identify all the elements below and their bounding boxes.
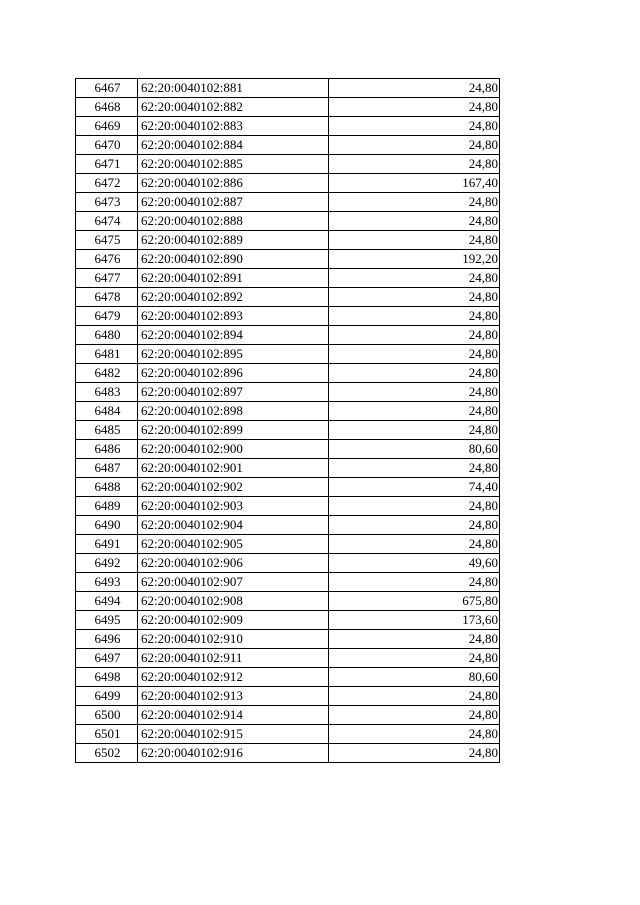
cadastral-number-cell: 62:20:0040102:892 <box>138 288 329 307</box>
row-number-cell: 6488 <box>76 478 138 497</box>
area-value-cell: 24,80 <box>329 307 500 326</box>
table-body <box>76 79 500 763</box>
row-number-cell: 6481 <box>76 345 138 364</box>
table-row <box>76 193 500 212</box>
area-value-cell: 80,60 <box>329 440 500 459</box>
area-value-cell: 24,80 <box>329 364 500 383</box>
cadastral-number-cell: 62:20:0040102:898 <box>138 402 329 421</box>
row-number-cell: 6477 <box>76 269 138 288</box>
area-value-cell: 24,80 <box>329 383 500 402</box>
cadastral-number-cell: 62:20:0040102:914 <box>138 706 329 725</box>
area-value-cell: 24,80 <box>329 269 500 288</box>
row-number-cell: 6493 <box>76 573 138 592</box>
table-row <box>76 592 500 611</box>
table-row <box>76 440 500 459</box>
table-row <box>76 573 500 592</box>
area-value-cell: 24,80 <box>329 326 500 345</box>
row-number-cell: 6501 <box>76 725 138 744</box>
cadastral-table <box>75 78 500 763</box>
table-row <box>76 364 500 383</box>
row-number-cell: 6467 <box>76 79 138 98</box>
row-number-cell: 6497 <box>76 649 138 668</box>
table-row <box>76 117 500 136</box>
cadastral-number-cell: 62:20:0040102:909 <box>138 611 329 630</box>
table-row <box>76 212 500 231</box>
area-value-cell: 24,80 <box>329 459 500 478</box>
cadastral-number-cell: 62:20:0040102:887 <box>138 193 329 212</box>
row-number-cell: 6494 <box>76 592 138 611</box>
area-value-cell: 24,80 <box>329 630 500 649</box>
area-value-cell: 24,80 <box>329 535 500 554</box>
cadastral-number-cell: 62:20:0040102:895 <box>138 345 329 364</box>
cadastral-number-cell: 62:20:0040102:910 <box>138 630 329 649</box>
row-number-cell: 6490 <box>76 516 138 535</box>
table-row <box>76 497 500 516</box>
row-number-cell: 6492 <box>76 554 138 573</box>
cadastral-number-cell: 62:20:0040102:890 <box>138 250 329 269</box>
area-value-cell: 49,60 <box>329 554 500 573</box>
row-number-cell: 6496 <box>76 630 138 649</box>
area-value-cell: 24,80 <box>329 421 500 440</box>
cadastral-number-cell: 62:20:0040102:904 <box>138 516 329 535</box>
area-value-cell: 192,20 <box>329 250 500 269</box>
row-number-cell: 6484 <box>76 402 138 421</box>
area-value-cell: 24,80 <box>329 744 500 763</box>
table-row <box>76 668 500 687</box>
cadastral-number-cell: 62:20:0040102:906 <box>138 554 329 573</box>
cadastral-number-cell: 62:20:0040102:883 <box>138 117 329 136</box>
area-value-cell: 24,80 <box>329 98 500 117</box>
row-number-cell: 6486 <box>76 440 138 459</box>
cadastral-number-cell: 62:20:0040102:912 <box>138 668 329 687</box>
cadastral-number-cell: 62:20:0040102:908 <box>138 592 329 611</box>
cadastral-number-cell: 62:20:0040102:881 <box>138 79 329 98</box>
area-value-cell: 24,80 <box>329 155 500 174</box>
cadastral-number-cell: 62:20:0040102:905 <box>138 535 329 554</box>
row-number-cell: 6498 <box>76 668 138 687</box>
area-value-cell: 24,80 <box>329 725 500 744</box>
row-number-cell: 6489 <box>76 497 138 516</box>
row-number-cell: 6487 <box>76 459 138 478</box>
table-row <box>76 383 500 402</box>
cadastral-number-cell: 62:20:0040102:886 <box>138 174 329 193</box>
table-row <box>76 288 500 307</box>
cadastral-number-cell: 62:20:0040102:884 <box>138 136 329 155</box>
area-value-cell: 80,60 <box>329 668 500 687</box>
row-number-cell: 6479 <box>76 307 138 326</box>
area-value-cell: 24,80 <box>329 497 500 516</box>
area-value-cell: 24,80 <box>329 136 500 155</box>
area-value-cell: 24,80 <box>329 79 500 98</box>
area-value-cell: 24,80 <box>329 706 500 725</box>
table-row <box>76 231 500 250</box>
cadastral-number-cell: 62:20:0040102:916 <box>138 744 329 763</box>
row-number-cell: 6476 <box>76 250 138 269</box>
table-row <box>76 611 500 630</box>
cadastral-number-cell: 62:20:0040102:888 <box>138 212 329 231</box>
table-row <box>76 478 500 497</box>
area-value-cell: 173,60 <box>329 611 500 630</box>
table-row <box>76 725 500 744</box>
cadastral-number-cell: 62:20:0040102:896 <box>138 364 329 383</box>
table-row <box>76 174 500 193</box>
row-number-cell: 6474 <box>76 212 138 231</box>
table-row <box>76 307 500 326</box>
row-number-cell: 6491 <box>76 535 138 554</box>
table-row <box>76 649 500 668</box>
row-number-cell: 6495 <box>76 611 138 630</box>
area-value-cell: 24,80 <box>329 649 500 668</box>
row-number-cell: 6470 <box>76 136 138 155</box>
table-row <box>76 136 500 155</box>
row-number-cell: 6468 <box>76 98 138 117</box>
table-row <box>76 706 500 725</box>
table-row <box>76 687 500 706</box>
row-number-cell: 6475 <box>76 231 138 250</box>
row-number-cell: 6502 <box>76 744 138 763</box>
area-value-cell: 24,80 <box>329 193 500 212</box>
table-row <box>76 269 500 288</box>
table-row <box>76 345 500 364</box>
cadastral-number-cell: 62:20:0040102:893 <box>138 307 329 326</box>
area-value-cell: 167,40 <box>329 174 500 193</box>
cadastral-number-cell: 62:20:0040102:907 <box>138 573 329 592</box>
cadastral-number-cell: 62:20:0040102:889 <box>138 231 329 250</box>
row-number-cell: 6469 <box>76 117 138 136</box>
table-row <box>76 326 500 345</box>
row-number-cell: 6482 <box>76 364 138 383</box>
cadastral-number-cell: 62:20:0040102:913 <box>138 687 329 706</box>
area-value-cell: 24,80 <box>329 231 500 250</box>
table-row <box>76 402 500 421</box>
table-row <box>76 155 500 174</box>
row-number-cell: 6485 <box>76 421 138 440</box>
table-row <box>76 421 500 440</box>
area-value-cell: 74,40 <box>329 478 500 497</box>
cadastral-number-cell: 62:20:0040102:902 <box>138 478 329 497</box>
table-row <box>76 554 500 573</box>
table-row <box>76 98 500 117</box>
table-row <box>76 535 500 554</box>
area-value-cell: 24,80 <box>329 402 500 421</box>
row-number-cell: 6500 <box>76 706 138 725</box>
table-row <box>76 516 500 535</box>
cadastral-number-cell: 62:20:0040102:894 <box>138 326 329 345</box>
area-value-cell: 24,80 <box>329 573 500 592</box>
area-value-cell: 24,80 <box>329 687 500 706</box>
row-number-cell: 6473 <box>76 193 138 212</box>
cadastral-number-cell: 62:20:0040102:899 <box>138 421 329 440</box>
row-number-cell: 6499 <box>76 687 138 706</box>
table-row <box>76 630 500 649</box>
area-value-cell: 675,80 <box>329 592 500 611</box>
area-value-cell: 24,80 <box>329 288 500 307</box>
cadastral-number-cell: 62:20:0040102:885 <box>138 155 329 174</box>
area-value-cell: 24,80 <box>329 212 500 231</box>
cadastral-number-cell: 62:20:0040102:900 <box>138 440 329 459</box>
cadastral-number-cell: 62:20:0040102:911 <box>138 649 329 668</box>
cadastral-number-cell: 62:20:0040102:901 <box>138 459 329 478</box>
table-row <box>76 744 500 763</box>
area-value-cell: 24,80 <box>329 516 500 535</box>
table-row <box>76 459 500 478</box>
row-number-cell: 6480 <box>76 326 138 345</box>
table-row <box>76 79 500 98</box>
table-row <box>76 250 500 269</box>
row-number-cell: 6472 <box>76 174 138 193</box>
row-number-cell: 6483 <box>76 383 138 402</box>
cadastral-number-cell: 62:20:0040102:891 <box>138 269 329 288</box>
cadastral-number-cell: 62:20:0040102:903 <box>138 497 329 516</box>
cadastral-number-cell: 62:20:0040102:882 <box>138 98 329 117</box>
row-number-cell: 6471 <box>76 155 138 174</box>
area-value-cell: 24,80 <box>329 345 500 364</box>
row-number-cell: 6478 <box>76 288 138 307</box>
cadastral-number-cell: 62:20:0040102:897 <box>138 383 329 402</box>
area-value-cell: 24,80 <box>329 117 500 136</box>
cadastral-number-cell: 62:20:0040102:915 <box>138 725 329 744</box>
